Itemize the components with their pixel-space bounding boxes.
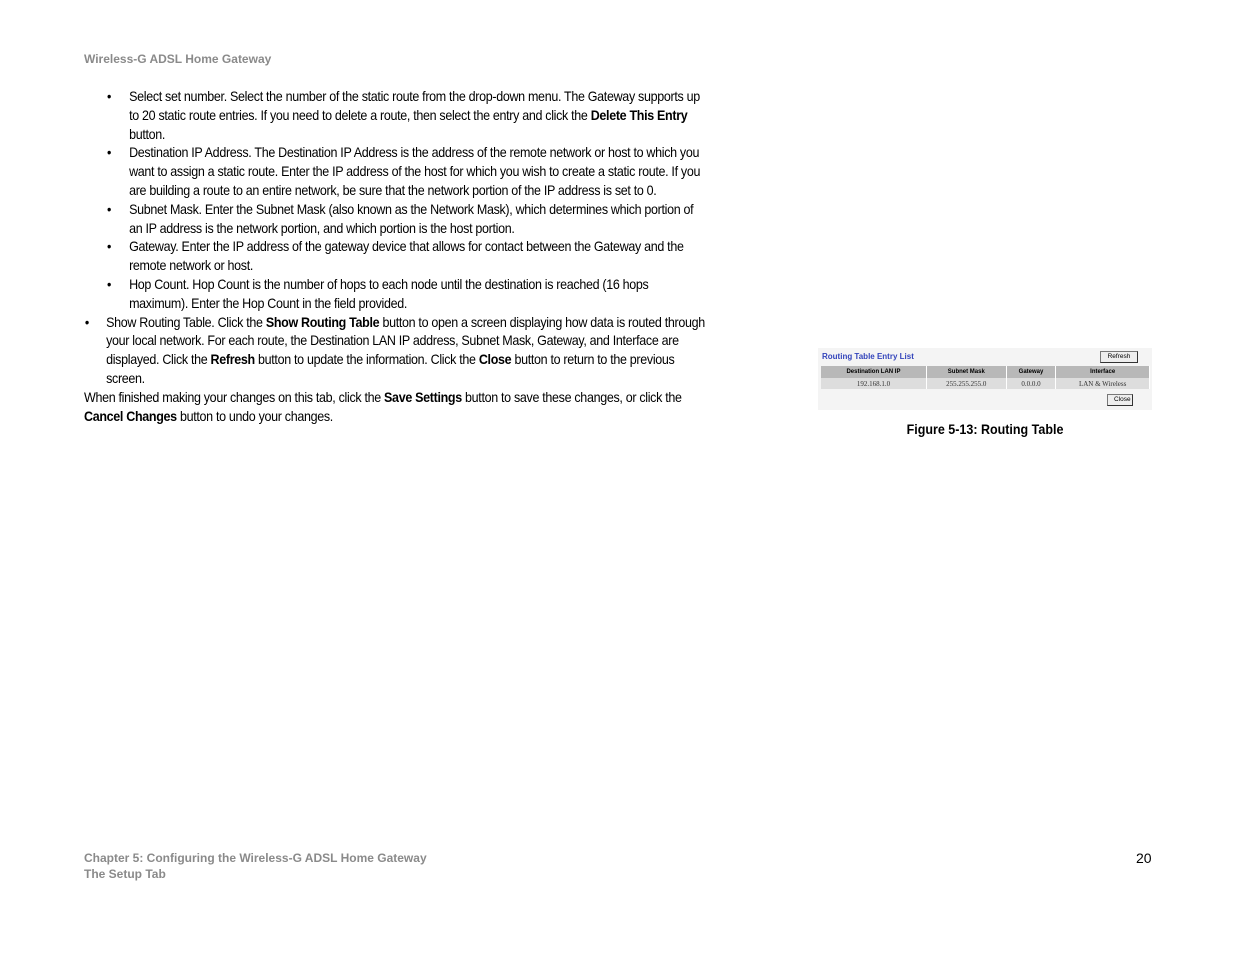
table-row [821, 378, 1150, 389]
routing-table-screenshot [818, 348, 1152, 410]
bullet-dot: • [84, 314, 89, 330]
bullet-dot: • [107, 239, 112, 255]
bullet-dot: • [107, 89, 112, 104]
refresh-button[interactable]: Refresh [1100, 351, 1138, 363]
page-number: 20 [1136, 850, 1152, 866]
closing-paragraph: When finished making your changes on this tab, click the Save Settings button to save these changes, or click the Cancel Changes button to undo your changes. [84, 389, 682, 424]
table-cell: 0.0.0.0 [1006, 378, 1056, 389]
body-text [84, 88, 710, 426]
routing-table [821, 366, 1150, 389]
running-header: Wireless-G ADSL Home Gateway [84, 52, 272, 66]
table-cell: 255.255.255.0 [926, 378, 1006, 389]
routing-table-title: Routing Table Entry List [822, 352, 914, 361]
bullet-dot: • [107, 276, 112, 292]
bullet-select-set-number: • Select set number. Select the number of the static route from the drop-down menu. The Gateway supports up to 20 static route entries. If you need to delete a route, then select the entry and click the Delete This Entry button. [107, 89, 700, 142]
column-header: Subnet Mask [926, 366, 1006, 378]
column-header: Interface [1056, 366, 1150, 378]
table-cell: 192.168.1.0 [821, 378, 926, 389]
close-button[interactable]: Close [1107, 394, 1133, 406]
bullet-gateway: • Gateway. Enter the IP address of the gateway device that allows for contact between the Gateway and the remote network or host. [107, 239, 684, 274]
bullet-destination-ip: • Destination IP Address. The Destination IP Address is the address of the remote network or host to which you want to assign a static route. Enter the IP address of the host for which you wish to create a static route. If you are building a route to an entire network, be sure that the network portion of the IP address is set to 0. [107, 145, 701, 198]
column-header: Destination LAN IP [821, 366, 926, 378]
bullet-subnet-mask: • Subnet Mask. Enter the Subnet Mask (also known as the Network Mask), which determines which portion of an IP address is the network portion, and which portion is the host portion. [107, 201, 694, 236]
bullet-show-routing-table: • Show Routing Table. Click the Show Routing Table button to open a screen displaying how data is routed through your local network. For each route, the Destination LAN IP address, Subnet Mask, Gateway, and Interface are displayed. Click the Refresh button to update the information. Click the Close button to return to the previous screen. [84, 314, 705, 386]
footer-section: The Setup Tab [84, 867, 166, 881]
column-header: Gateway [1006, 366, 1056, 378]
bullet-dot: • [107, 201, 112, 217]
footer-chapter: Chapter 5: Configuring the Wireless-G ADSL Home Gateway [84, 851, 427, 865]
table-header-row [821, 366, 1150, 378]
page-footer [84, 850, 427, 882]
figure-caption: Figure 5-13: Routing Table [906, 422, 1064, 437]
bullet-hop-count: • Hop Count. Hop Count is the number of hops to each node until the destination is reached (16 hops maximum). Enter the Hop Count in the field provided. [107, 276, 649, 311]
table-cell: LAN & Wireless [1056, 378, 1150, 389]
bullet-dot: • [107, 145, 112, 161]
